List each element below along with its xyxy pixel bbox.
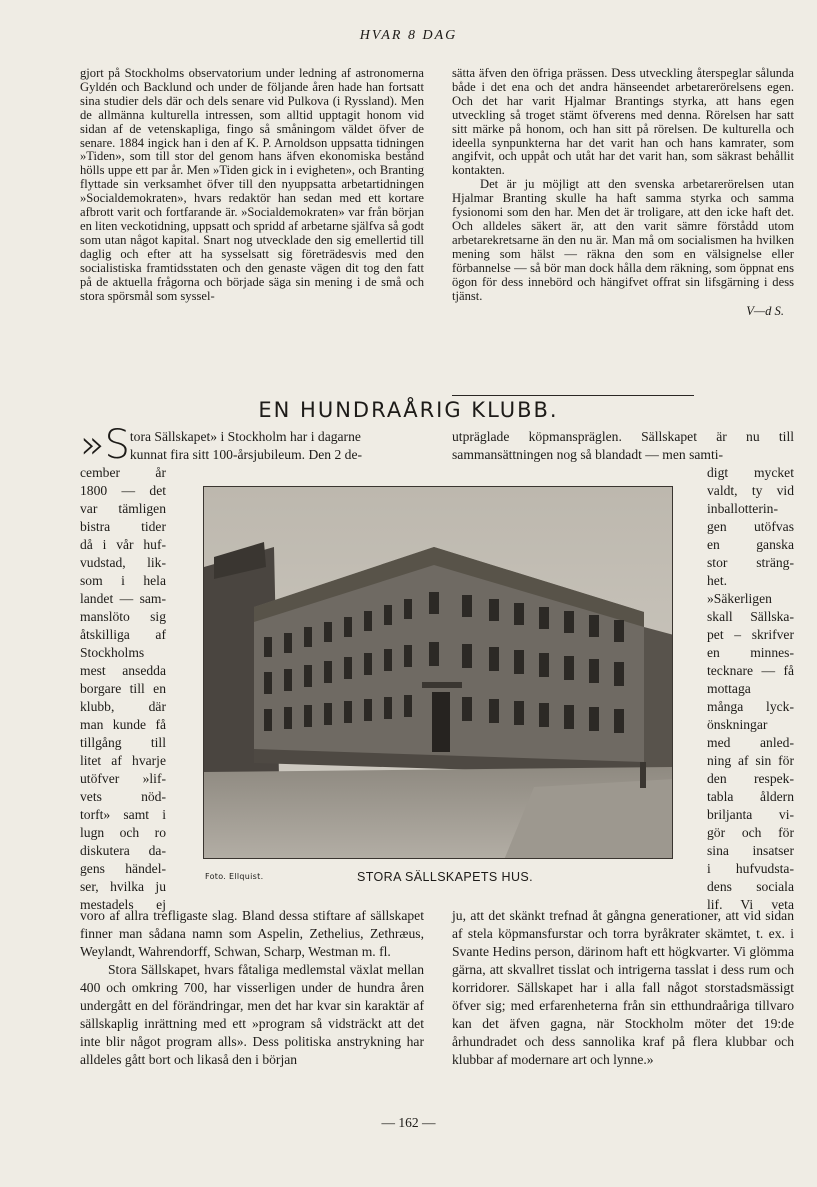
article-line: pet – skrifver [707,627,794,642]
prev-article-paragraph: gjort på Stockholms observatorium under ledning af astronomerna Gyldén och Backlund och under de följande åren hade han fortsatt sina studier dels där och dels senare vid Pulkova (i Ryssland). Men de allmänna kulturella intressen, som alltid upptagit honom vid sidan af de vetenskapliga, fingo så småningom väldet öfver de senare. 1884 ingick han i den af K. P. Arnoldson uppsatta tidningen »Tiden», som till stor del genom hans äfven ekonomiska bestånd hölls uppe ett par år. Men »Tiden gick in i evigheten», och Branting flyttade sin verksamhet öfver till den nyuppsatta arbetartidningen »Socialdemokraten», hvars redaktör han sedan med ett kortare afbrott varit och fortfarande är. »Socialdemokraten» var från början en liten veckotidning, uppsatt och spridd af arbetarne själfva så godt som utan något kapital. Snart nog utvecklade den sig emellertid till daglig och efter att ha sysselsatt sig företrädesvis med den socialistiska framtidsstaten och den genaste vägen dit tog den fatt på de aktuella frågorna och började säga sin mening i de små och stora spörsmål som syssel- [80,66,424,303]
article-line: torft» samt i [80,807,166,822]
drop-cap: »S [80,422,130,468]
article-line: mestadels ej [80,897,166,912]
article-title: EN HUNDRAÅRIG KLUBB. [258,398,559,422]
article-line: vets nöd- [80,789,166,804]
article-line: stor sträng- [707,555,794,570]
article-line: med anled- [707,735,794,750]
article-line: skall Sällska- [707,609,794,624]
article-line: valdt, ty vid [707,483,794,498]
article-line: digt mycket [707,465,794,480]
article-line: bistra tider [80,519,166,534]
article-paragraph: Stora Sällskapet, hvars fåtaliga medlemstal växlat mellan 400 och omkring 700, har visserligen under de hundra åren undergått en del förändringar, men det har kvar sin karaktär af sällskaplig inrättning med ett »program så vidsträckt att det inte blir något program alls». Dess politiska anstrykning har alldeles gått bort och likaså den i början [80,962,424,1067]
article-line: »Säkerligen [707,591,772,606]
article-line: tabla åldern [707,789,794,804]
article-line: cember år [80,465,166,480]
page-number: — 162 — [381,1115,436,1130]
photo-caption: STORA SÄLLSKAPETS HUS. [357,870,533,884]
article-line: som i hela [80,573,166,588]
prev-article-paragraph: sätta äfven den öfriga prässen. Dess utveckling återspeglar sålunda både i det ena och det andra hänseendet arbetarerörelsens egen. Och det har varit Hjalmar Brantings styrka, att hans egen utveckling så troget stämt öfverens med denna. Rörelsen har satt sitt märke på honom, och han sitt på rörelsen. De kulturella och ideella synpunkterna har det varit han och hans kamrater, som angifvit, och uppåt och utåt har det varit han, som säkrast behållit kontakten. [452,66,794,178]
article-line: borgare till en [80,681,166,696]
article-line: en ganska [707,537,794,552]
article-line: önskningar [707,717,768,732]
article-bottom-left [80,907,424,1069]
article-line: lugn och ro [80,825,166,840]
article-line: då i vår huf- [80,537,166,552]
article-line: gen utöfvas [707,519,794,534]
article-line: ning af sin för [707,753,794,768]
article-line: dens sociala [707,879,794,894]
article-line: gör och för [707,825,794,840]
article-line: litet af hvarje [80,753,166,768]
section-divider [452,395,694,396]
article-line: utöfver »lif- [80,771,166,786]
article-bottom-right [452,907,794,1069]
article-line: gens händel- [80,861,166,876]
article-intro [80,422,440,468]
article-line: man kunde få [80,717,166,732]
article-line: en minnes- [707,645,794,660]
prev-article-right-column [452,67,794,319]
article-line: i hufvudsta- [707,861,794,876]
article-line: åtskilliga af [80,627,166,642]
prev-article-left-column [80,67,424,303]
article-line: 1800 — det [80,483,166,498]
article-line: lif. Vi veta [707,897,794,912]
article-line: inballotterin- [707,501,778,516]
photo-credit: Foto. Ellquist. [205,872,264,881]
article-line: tecknare — få [707,663,794,678]
article-narrow-left [80,464,166,914]
article-paragraph: voro af allra trefligaste slag. Bland dessa stiftare af sällskapet finner man sådana namn som Aspelin, Zethelius, Zethræus, Weylandt, Wahrendorff, Schwan, Scharp, Westman m. fl. [80,908,424,959]
intro-line: tora Sällskapet» i Stockholm har i dagarne [129,429,361,444]
article-line: landet — sam- [80,591,166,606]
article-narrow-right [707,464,794,914]
article-right-intro: utpräglade köpmanspräglen. Sällskapet är nu till sammansättningen nog så blandadt — men samti- [452,429,794,462]
article-line: het. [707,573,728,588]
intro-line: kunnat fira sitt 100-årsjubileum. Den 2 de- [129,447,363,462]
article-line: vudstad, lik- [80,555,166,570]
article-paragraph: ju, att det skänkt trefnad åt gångna generationer, att vid sidan af stela köpmansfurstar och torra byråkrater skämtet, t. ex. i Svante Hedins person, därinom haft ett högkvarter. Vi glömma gärna, att skvallret tisslat och intrigerna tasslat i dess rum och korridorer. Sällskapet har i alla fall något storstadsmässigt öfver sig; med erfarenheterna från sin etthundraåriga tillvaro kan det äfven gagna, när Stockholm möter det 19:de århundradet och dess sannolika kraf på flera klubbar och klubbar af modernare art och lynne.» [452,908,794,1067]
article-line: sina insatser [707,843,794,858]
article-line: tillgång till [80,735,166,750]
article-line: mest ansedda [80,663,166,678]
article-line: klubb, där [80,699,166,714]
prev-article-paragraph: Det är ju möjligt att den svenska arbetarerörelsen utan Hjalmar Branting skulle ha haft samma styrka och samma fysionomi som den har. Men det är troligare, att den icke haft det. Och alldeles säkert är, att den varit sämre förstådd utom arbetarekretsarne än den nu är. Man må om socialismen ha hvilken mening som hälst — räkna den som en välsignelse eller förbannelse — så bör man dock hålla dem räkning, som öppnat ens ögon för dess innebörd och hängifvet offrat sin lifsgärning i dess tjänst. [452,177,794,303]
article-line: den respek- [707,771,794,786]
article-line: mottaga [707,681,751,696]
article-line: diskutera da- [80,843,166,858]
article-line: manslöto sig [80,609,166,624]
running-header: HVAR 8 DAG [359,28,458,43]
article-line: Stockholms [80,645,145,660]
author-signature: V—d S. [746,304,784,319]
article-line: briljanta vi- [707,807,794,822]
article-line: många lyck- [707,699,794,714]
article-line: var tämligen [80,501,166,516]
building-photo [203,486,673,859]
article-line: ser, hvilka ju [80,879,166,894]
